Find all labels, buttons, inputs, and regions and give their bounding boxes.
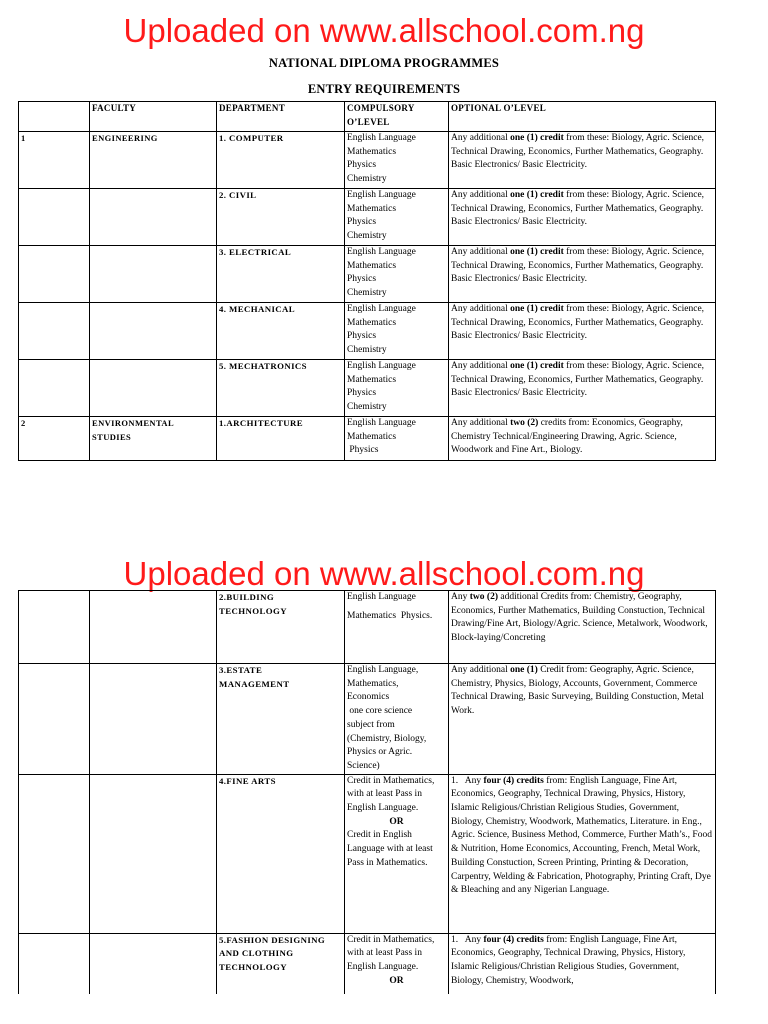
department-cell: 3. ELECTRICAL (217, 246, 345, 303)
table-row (19, 132, 716, 189)
table-row (19, 417, 716, 461)
row-number (19, 303, 90, 360)
department-cell: 4.FINE ARTS (217, 774, 345, 933)
header-number (19, 102, 90, 132)
optional-cell: Any additional one (1) credit from these: Biology, Agric. Science, Technical Drawing, Economics, Further Mathematics, Geography. Basic Electronics/ Basic Electricity. (449, 132, 716, 189)
compulsory-cell: Credit in Mathematics, with at least Pass in English Language. OR Credit in English Language with at least Pass in Mathematics. (345, 774, 449, 933)
optional-cell: Any two (2) additional Credits from: Chemistry, Geography, Economics, Further Mathematics, Building Constuction, Technical Drawing/Fine Art, Biology/Agric. Science, Metalwork, Woodwork, Block-laying/Concreting (449, 591, 716, 664)
compulsory-cell: English Language Mathematics Physics Chemistry (345, 303, 449, 360)
optional-cell: Any additional one (1) Credit from: Geography, Agric. Science, Chemistry, Physics, Biology, Accounts, Government, Commerce Technical Drawing, Basic Surveying, Building Constuction, Metal Work. (449, 664, 716, 775)
or-label: OR (389, 975, 404, 986)
table-row (19, 360, 716, 417)
compulsory-cell: Credit in Mathematics, with at least Pass in English Language. OR (345, 933, 449, 994)
row-number (19, 246, 90, 303)
row-number (19, 591, 90, 664)
department-cell: 1. COMPUTER (217, 132, 345, 189)
header-department: DEPARTMENT (217, 102, 345, 132)
faculty-cell (90, 933, 217, 994)
table-row (19, 303, 716, 360)
row-number (19, 774, 90, 933)
table-row (19, 591, 716, 664)
row-number (19, 933, 90, 994)
optional-cell: Any additional one (1) credit from these: Biology, Agric. Science, Technical Drawing, Economics, Further Mathematics, Geography. Basic Electronics/ Basic Electricity. (449, 303, 716, 360)
department-cell: 1.ARCHITECTURE (217, 417, 345, 461)
row-number (19, 360, 90, 417)
compulsory-cell: English Language Mathematics Physics Chemistry (345, 360, 449, 417)
table-row (19, 774, 716, 933)
faculty-cell (90, 360, 217, 417)
header-faculty: FACULTY (90, 102, 217, 132)
table-row (19, 189, 716, 246)
faculty-cell (90, 591, 217, 664)
table-row (19, 246, 716, 303)
optional-cell: 1. Any four (4) credits from: English Language, Fine Art, Economics, Geography, Technical Drawing, Physics, History, Islamic Religious/Christian Religious Studies, Government, Biology, Chemistry, Woodwork, Mathematics, Literature. in Eng., Agric. Science, Business Method, Commerce, Further Math’s., Food & Nutrition, Home Economics, Accounting, French, Metal Work, Building Constuction, Screen Printing, Printing & Decoration, Carpentry, Welding & Fabrication, Photography, Printing Craft, Dye & Bleaching and any Nigerian Language. (449, 774, 716, 933)
optional-cell: 1. Any four (4) credits from: English Language, Fine Art, Economics, Geography, Technical Drawing, Physics, History, Islamic Religious/Christian Religious Studies, Government, Biology, Chemistry, Woodwork, (449, 933, 716, 994)
table-row (19, 933, 716, 994)
department-cell: 2. CIVIL (217, 189, 345, 246)
optional-cell: Any additional one (1) credit from these: Biology, Agric. Science, Technical Drawing, Economics, Further Mathematics, Geography. Basic Electronics/ Basic Electricity. (449, 360, 716, 417)
faculty-cell (90, 303, 217, 360)
row-number: 1 (19, 132, 90, 189)
header-compulsory: COMPULSORY O’LEVEL (345, 102, 449, 132)
faculty-cell (90, 189, 217, 246)
or-label: OR (389, 816, 404, 827)
row-number (19, 664, 90, 775)
header-optional: OPTIONAL O’LEVEL (449, 102, 716, 132)
optional-cell: Any additional two (2) credits from: Economics, Geography, Chemistry Technical/Engineering Drawing, Agric. Science, Woodwork and Fine Art., Biology. (449, 417, 716, 461)
watermark-banner-top: Uploaded on www.allschool.com.ng (123, 12, 645, 49)
row-number (19, 189, 90, 246)
department-cell: 5.FASHION DESIGNING AND CLOTHING TECHNOLOGY (217, 933, 345, 994)
compulsory-cell: English Language Mathematics Physics (345, 417, 449, 461)
optional-cell: Any additional one (1) credit from these: Biology, Agric. Science, Technical Drawing, Economics, Further Mathematics, Geography. Basic Electronics/ Basic Electricity. (449, 246, 716, 303)
compulsory-cell: English Language Mathematics Physics Chemistry (345, 246, 449, 303)
document-subtitle: ENTRY REQUIREMENTS (307, 82, 461, 96)
table-header-row (19, 102, 716, 132)
faculty-cell: ENVIRONMENTAL STUDIES (90, 417, 217, 461)
compulsory-cell: English Language, Mathematics, Economics one core science subject from (Chemistry, Biology, Physics or Agric. Science) (345, 664, 449, 775)
entry-requirements-table-1 (18, 101, 716, 461)
faculty-cell (90, 246, 217, 303)
optional-cell: Any additional one (1) credit from these: Biology, Agric. Science, Technical Drawing, Economics, Further Mathematics, Geography. Basic Electronics/ Basic Electricity. (449, 189, 716, 246)
faculty-cell: ENGINEERING (90, 132, 217, 189)
compulsory-cell: English Language Mathematics Physics. (345, 591, 449, 664)
department-cell: 4. MECHANICAL (217, 303, 345, 360)
entry-requirements-table-2 (18, 590, 716, 994)
compulsory-cell: English Language Mathematics Physics Chemistry (345, 189, 449, 246)
compulsory-cell: English Language Mathematics Physics Chemistry (345, 132, 449, 189)
watermark-banner-middle: Uploaded on www.allschool.com.ng (123, 555, 645, 592)
document-title: NATIONAL DIPLOMA PROGRAMMES (268, 56, 500, 70)
department-cell: 3.ESTATE MANAGEMENT (217, 664, 345, 775)
faculty-cell (90, 664, 217, 775)
department-cell: 5. MECHATRONICS (217, 360, 345, 417)
table-row (19, 664, 716, 775)
department-cell: 2.BUILDING TECHNOLOGY (217, 591, 345, 664)
row-number: 2 (19, 417, 90, 461)
faculty-cell (90, 774, 217, 933)
